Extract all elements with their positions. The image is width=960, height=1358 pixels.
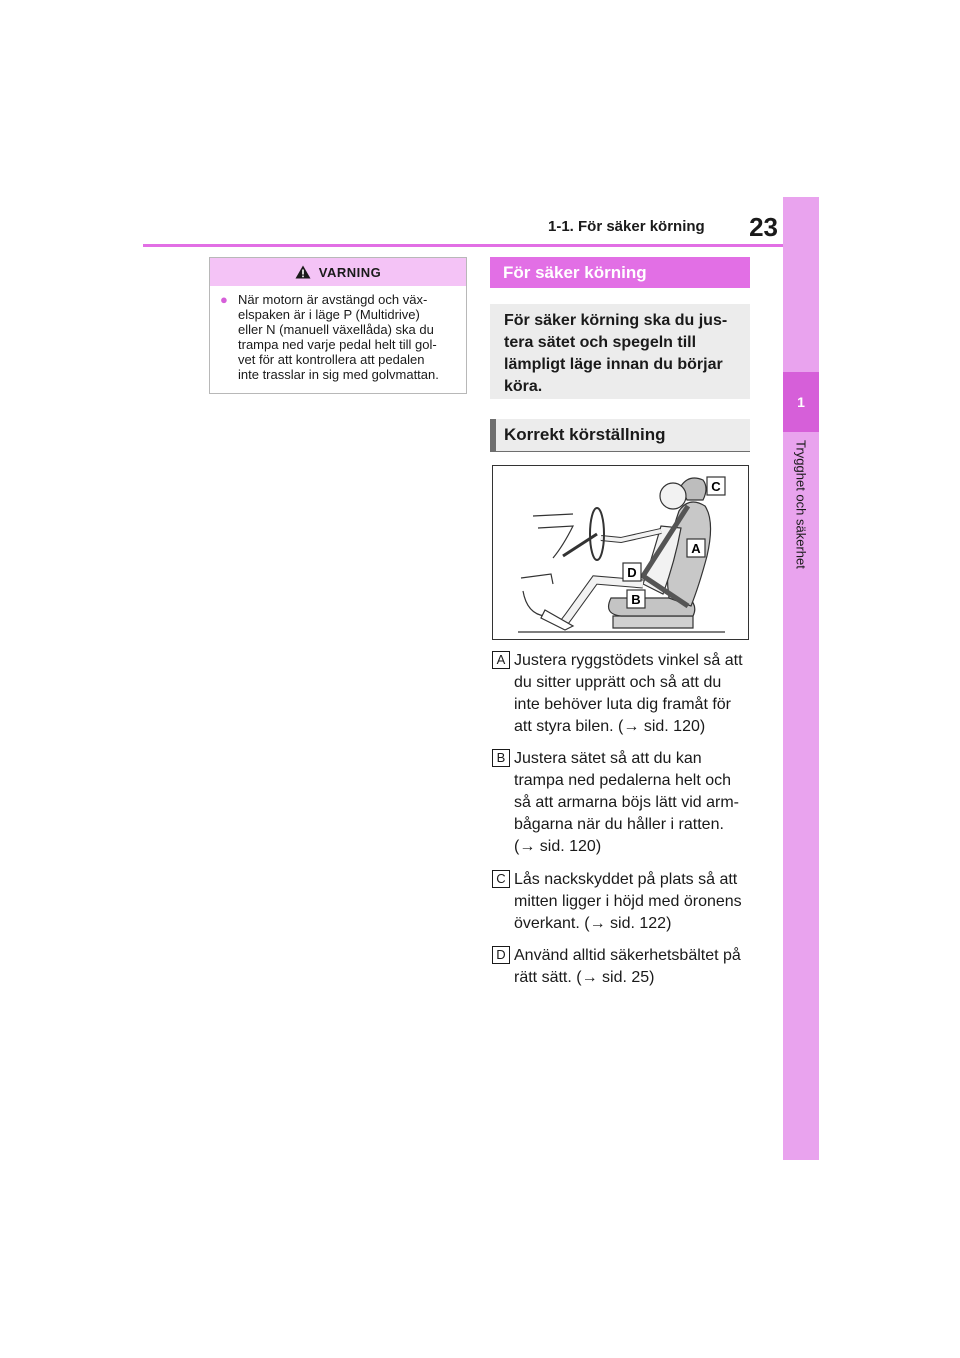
warning-body (210, 286, 466, 382)
svg-text:B: B (631, 592, 641, 607)
item-line: överkant. (→ sid. 122) (514, 915, 672, 932)
item-key: C (492, 870, 510, 888)
label-d-icon (623, 563, 641, 581)
item-line: du sitter upprätt och så att du (514, 674, 722, 691)
label-b-icon (627, 590, 645, 608)
item-text (514, 945, 750, 989)
item-text (514, 869, 750, 935)
item-line: Använd alltid säkerhetsbältet på (514, 947, 741, 964)
warning-title: VARNING (318, 264, 382, 280)
bullet-icon: ● (220, 292, 228, 307)
item-line: mitten ligger i höjd med öronens (514, 893, 742, 910)
item-line: så att armarna böjs lätt vid arm- (514, 794, 739, 811)
chapter-title: Trygghet och säkerhet (793, 440, 809, 569)
chapter-title-container (783, 440, 819, 680)
intro-line: tera sätet och spegeln till (504, 334, 697, 351)
warning-line: När motorn är avstängd och väx- (238, 292, 428, 307)
item-line: Lås nackskyddet på plats så att (514, 871, 738, 888)
warning-line: vet för att kontrollera att pedalen (238, 352, 425, 367)
section-title: För säker körning (503, 262, 647, 282)
intro-line: För säker körning ska du jus- (504, 312, 728, 329)
label-c-icon (707, 477, 725, 495)
section-header (490, 257, 750, 288)
driving-position-illustration-icon (493, 466, 748, 639)
warning-line: inte trasslar in sig med golvmattan. (238, 367, 439, 382)
warning-header (210, 258, 466, 286)
item-key: D (492, 946, 510, 964)
chapter-number: 1 (797, 394, 805, 410)
item-text (514, 748, 750, 858)
item-line: trampa ned pedalerna helt och (514, 772, 732, 789)
intro-line: lämpligt läge innan du börjar (504, 356, 723, 373)
item-key: B (492, 749, 510, 767)
item-line: inte behöver luta dig framåt för (514, 696, 732, 713)
svg-text:C: C (711, 479, 721, 494)
label-a-icon (687, 539, 705, 557)
item-key: A (492, 651, 510, 669)
warning-line: elspaken är i läge P (Multidrive) (238, 307, 420, 322)
warning-line: eller N (manuell växellåda) ska du (238, 322, 434, 337)
warning-triangle-icon (295, 265, 311, 279)
page-header-title: 1-1. För säker körning (548, 218, 705, 235)
item-line: bågarna när du håller i ratten. (514, 816, 724, 833)
page-number: 23 (749, 212, 778, 242)
driving-position-illustration (492, 465, 749, 640)
item-line: att styra bilen. (→ sid. 120) (514, 718, 706, 735)
subsection-header (490, 419, 750, 452)
header-divider (143, 244, 783, 247)
item-line: rätt sätt. (→ sid. 25) (514, 969, 655, 986)
warning-box (209, 257, 467, 394)
warning-line: trampa ned varje pedal helt till gol- (238, 337, 437, 352)
svg-text:D: D (627, 565, 637, 580)
svg-text:A: A (691, 541, 701, 556)
intro-line: köra. (504, 378, 543, 395)
intro-box (490, 304, 750, 399)
item-text (514, 650, 750, 738)
subsection-title: Korrekt körställning (504, 425, 666, 444)
chapter-number-tab (783, 372, 819, 432)
item-line: Justera sätet så att du kan (514, 750, 702, 767)
item-line: (→ sid. 120) (514, 838, 602, 855)
item-line: Justera ryggstödets vinkel så att (514, 652, 743, 669)
